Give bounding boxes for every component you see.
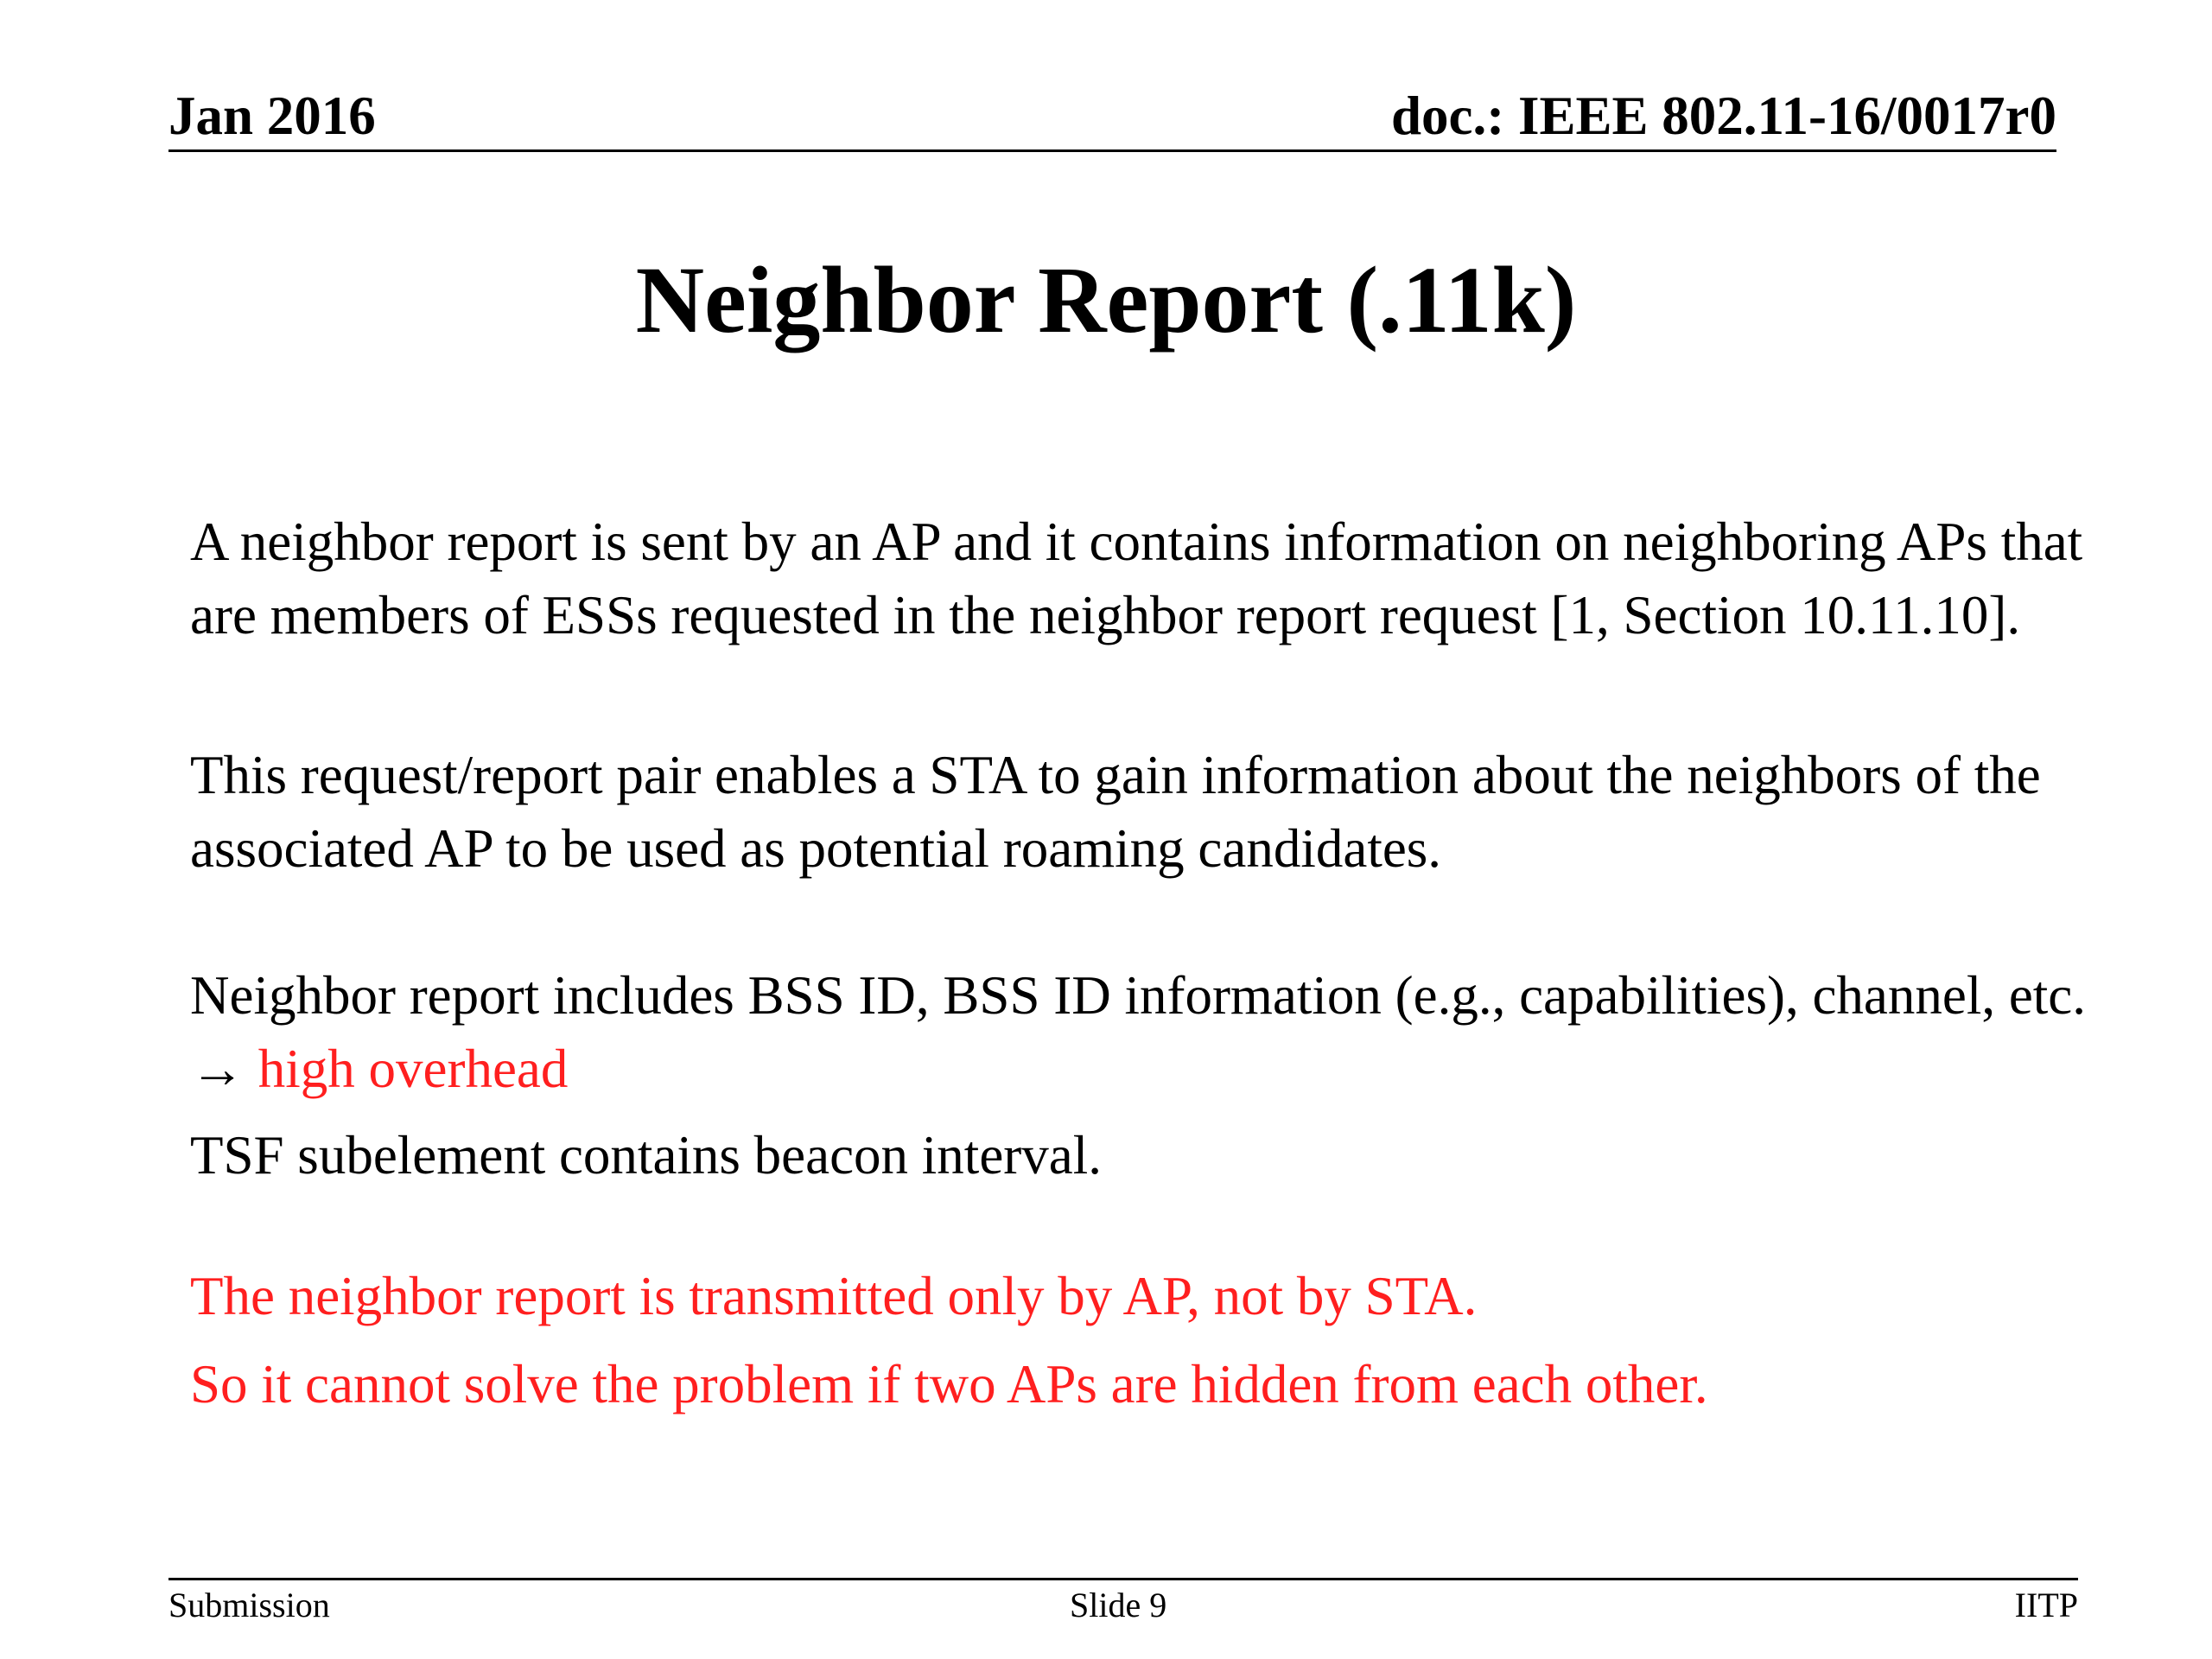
paragraph-neighbor-report-contents	[190, 959, 2091, 1106]
header-doc-id: doc.: IEEE 802.11-16/0017r0	[1390, 86, 2056, 146]
paragraph-request-report-pair: This request/report pair enables a STA to gain information about the neighbors of the associated AP to be used as potential roaming candidates.	[190, 745, 2041, 879]
slide-header	[168, 82, 2056, 152]
footer-slide-number: Slide 9	[1070, 1586, 1167, 1624]
contents-text: Neighbor report includes BSS ID, BSS ID information (e.g., capabilities), channel, etc. →	[190, 965, 2087, 1099]
paragraph-hidden-aps: So it cannot solve the problem if two APs are hidden from each other.	[190, 1354, 1708, 1414]
paragraph-tsf-subelement: TSF subelement contains beacon interval.	[190, 1125, 1102, 1185]
paragraph-ap-only: The neighbor report is transmitted only by AP, not by STA.	[190, 1266, 1478, 1326]
footer-submission: Submission	[168, 1586, 330, 1624]
high-overhead-highlight: high overhead	[257, 1039, 569, 1099]
paragraph-neighbor-report-definition: A neighbor report is sent by an AP and it contains information on neighboring APs that are members of ESSs requested in the neighbor report request [1, Section 10.11.10].	[190, 512, 2083, 645]
slide-title: Neighbor Report (.11k)	[635, 247, 1577, 353]
footer-divider	[168, 1578, 2078, 1580]
header-date: Jan 2016	[168, 86, 376, 146]
footer-organization: IITP	[2014, 1586, 2078, 1624]
